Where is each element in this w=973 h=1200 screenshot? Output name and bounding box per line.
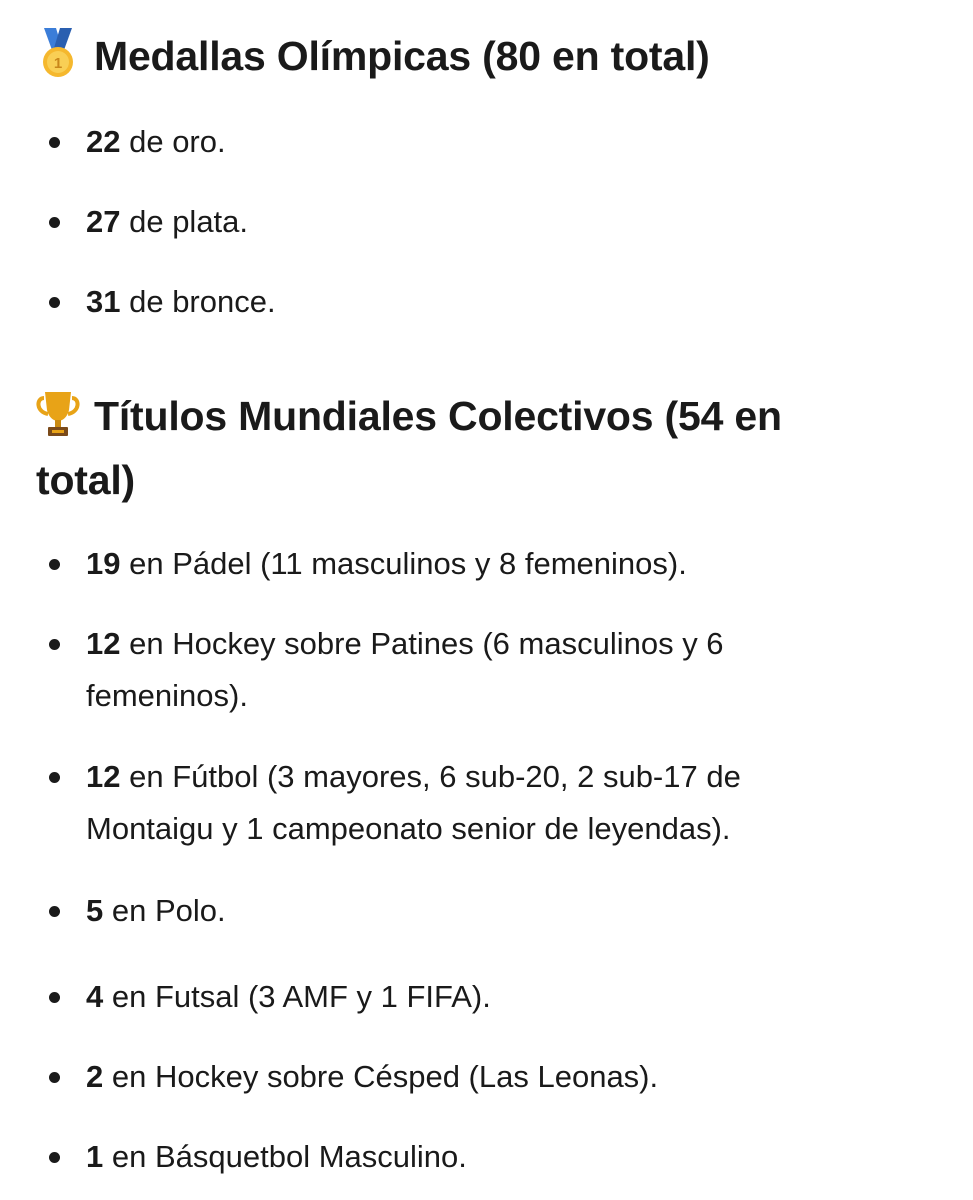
- medals-title-text: Medallas Olímpicas (80 en total): [94, 33, 710, 79]
- bullet: [49, 1072, 60, 1083]
- bullet: [49, 137, 60, 148]
- list-item: [0, 1051, 973, 1103]
- list-item: [0, 196, 973, 248]
- list-item: [0, 971, 973, 1023]
- bullet: [49, 217, 60, 228]
- bullet: [49, 297, 60, 308]
- list-item: [0, 1131, 973, 1183]
- bullet: [49, 772, 60, 783]
- bullet: [49, 906, 60, 917]
- trophy-icon: [36, 388, 80, 440]
- list-item-text: 4 en Futsal (3 AMF y 1 FIFA).: [86, 979, 491, 1014]
- bullet: [49, 639, 60, 650]
- bullet: [49, 992, 60, 1003]
- list-item: [0, 538, 973, 590]
- titles-title-text: Títulos Mundiales Colectivos (54 en total): [36, 393, 782, 503]
- medal-icon: [36, 28, 80, 80]
- list-item-text: 19 en Pádel (11 masculinos y 8 femeninos).: [86, 546, 687, 581]
- list-item-text: 12 en Hockey sobre Patines (6 masculinos y 6 femeninos).: [86, 626, 724, 713]
- list-item: [0, 751, 973, 855]
- list-item: [0, 116, 973, 168]
- bullet: [49, 559, 60, 570]
- svg-text:1: 1: [53, 55, 63, 72]
- list-item: [0, 618, 973, 722]
- bullet: [49, 1152, 60, 1163]
- list-item-text: 27 de plata.: [86, 204, 249, 239]
- titles-section-title: [36, 384, 873, 512]
- list-item-text: 31 de bronce.: [86, 284, 276, 319]
- list-item-text: 12 en Fútbol (3 mayores, 6 sub-20, 2 sub-17 de Montaigu y 1 campeonato senior de leyendas).: [86, 759, 741, 846]
- list-item-text: 1 en Básquetbol Masculino.: [86, 1139, 467, 1174]
- list-item-text: 22 de oro.: [86, 124, 226, 159]
- list-item-text: 2 en Hockey sobre Césped (Las Leonas).: [86, 1059, 659, 1094]
- list-item-text: 5 en Polo.: [86, 893, 226, 928]
- list-item: [0, 276, 973, 328]
- medals-section-title: [36, 24, 873, 88]
- list-item: [0, 885, 973, 937]
